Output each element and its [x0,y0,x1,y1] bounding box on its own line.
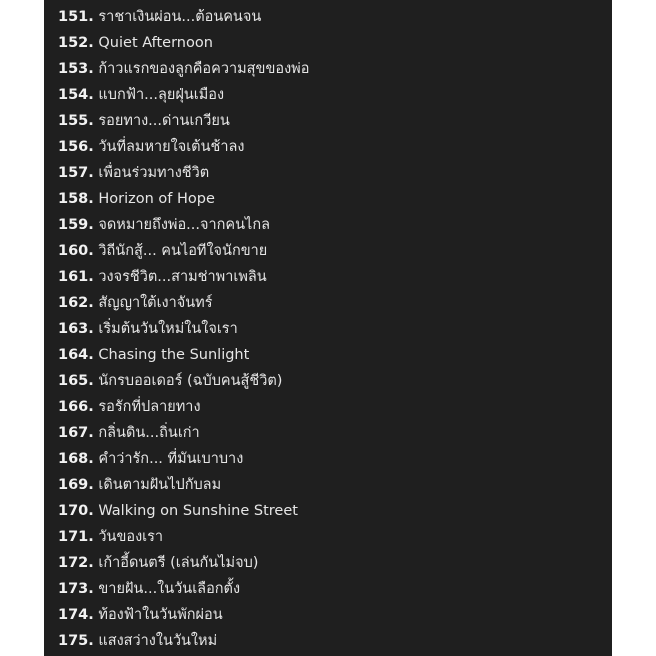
item-number: 152. [58,35,94,51]
list-item [58,108,604,134]
song-list-panel [44,0,612,656]
item-title: นักรบออเดอร์ (ฉบับคนสู้ชีวิต) [98,373,283,389]
item-title: วันที่ลมหายใจเต้นช้าลง [98,139,245,155]
item-number: 160. [58,243,94,259]
item-title: วงจรชีวิต...สามช่าพาเพลิน [98,269,267,285]
item-number: 170. [58,503,94,519]
item-title: กลิ่นดิน...ถิ่นเก่า [98,425,200,441]
item-number: 159. [58,217,94,233]
item-number: 163. [58,321,94,337]
item-number: 167. [58,425,94,441]
item-title: ราชาเงินผ่อน...ต้อนคนจน [98,9,262,25]
list-item [58,186,604,212]
item-title: คำว่ารัก... ที่มันเบาบาง [98,451,244,467]
list-item [58,550,604,576]
item-number: 173. [58,581,94,597]
list-item [58,524,604,550]
list-item [58,56,604,82]
item-title: แบกฟ้า...ลุยฝุ่นเมือง [98,87,225,103]
item-number: 169. [58,477,94,493]
item-title: Horizon of Hope [98,191,215,207]
item-title: เก้าอี้ดนตรี (เล่นกันไม่จบ) [98,555,259,571]
list-item [58,160,604,186]
item-number: 154. [58,87,94,103]
list-item [58,4,604,30]
item-number: 164. [58,347,94,363]
item-title: ท้องฟ้าในวันพักผ่อน [98,607,223,623]
item-title: เดินตามฝันไปกับลม [98,477,222,493]
item-number: 153. [58,61,94,77]
item-number: 162. [58,295,94,311]
list-item [58,342,604,368]
item-title: รอรักที่ปลายทาง [98,399,201,415]
item-title: จดหมายถึงพ่อ...จากคนไกล [98,217,270,233]
item-title: ขายฝัน...ในวันเลือกตั้ง [98,581,241,597]
item-number: 161. [58,269,94,285]
list-item [58,134,604,160]
list-item [58,30,604,56]
item-number: 158. [58,191,94,207]
item-title: ก้าวแรกของลูกคือความสุขของพ่อ [98,61,310,77]
list-item [58,212,604,238]
list-item [58,368,604,394]
item-title: เริ่มต้นวันใหม่ในใจเรา [98,321,238,337]
item-title: Chasing the Sunlight [98,347,250,363]
item-number: 166. [58,399,94,415]
item-number: 171. [58,529,94,545]
item-title: Walking on Sunshine Street [98,503,298,519]
item-title: สัญญาใต้เงาจันทร์ [98,295,213,311]
item-number: 165. [58,373,94,389]
item-number: 174. [58,607,94,623]
item-number: 151. [58,9,94,25]
list-item [58,602,604,628]
list-item [58,498,604,524]
list-item [58,446,604,472]
item-number: 175. [58,633,94,649]
item-number: 172. [58,555,94,571]
item-title: วันของเรา [98,529,164,545]
list-item [58,290,604,316]
list-item [58,238,604,264]
item-number: 156. [58,139,94,155]
item-number: 157. [58,165,94,181]
list-item [58,420,604,446]
item-title: เพื่อนร่วมทางชีวิต [98,165,210,181]
list-item [58,628,604,654]
item-title: Quiet Afternoon [98,35,213,51]
item-number: 168. [58,451,94,467]
item-title: วิถีนักสู้... คนไอทีใจนักขาย [98,243,268,259]
list-item [58,472,604,498]
song-list [58,4,604,654]
item-title: แสงสว่างในวันใหม่ [98,633,218,649]
list-item [58,316,604,342]
list-item [58,394,604,420]
item-title: รอยทาง...ด่านเกวียน [98,113,230,129]
list-item [58,576,604,602]
list-item [58,82,604,108]
item-number: 155. [58,113,94,129]
list-item [58,264,604,290]
